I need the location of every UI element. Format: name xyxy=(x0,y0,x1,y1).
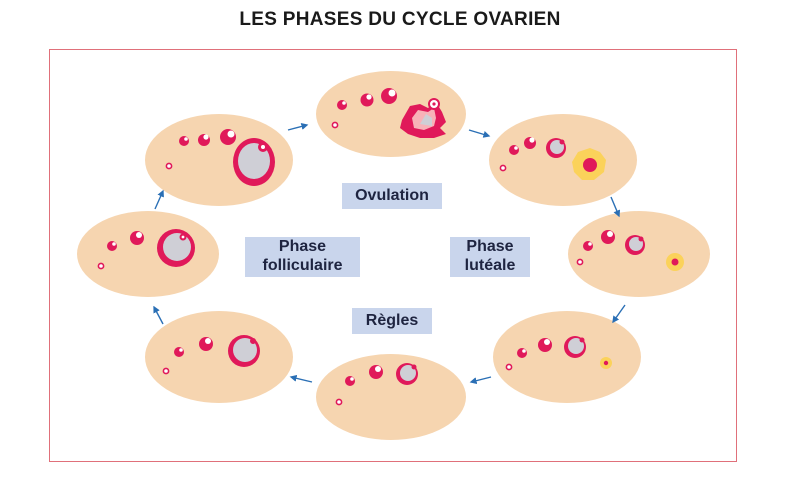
arrow-7 xyxy=(154,307,163,324)
label-phase-folliculaire xyxy=(245,237,360,277)
page-title: LES PHASES DU CYCLE OVARIEN xyxy=(239,9,561,30)
arrow-6 xyxy=(291,377,312,382)
arrow-1 xyxy=(288,125,307,130)
arrow-4 xyxy=(613,305,625,322)
label-phase-luteale xyxy=(450,237,530,277)
ovary-6 xyxy=(316,354,466,440)
ovary-2 xyxy=(316,71,466,157)
ovary-7 xyxy=(145,311,293,403)
ovary-5 xyxy=(493,311,641,403)
label-phase-folliculaire-line-2: folliculaire xyxy=(262,257,343,274)
label-regles: Règles xyxy=(352,308,432,334)
arrow-8 xyxy=(155,191,163,209)
ovary-8 xyxy=(77,211,219,297)
arrow-2 xyxy=(469,130,489,136)
label-phase-folliculaire-line-1: Phase xyxy=(278,238,327,255)
label-phase-luteale-line-2: lutéale xyxy=(464,257,516,274)
ovary-3 xyxy=(489,114,637,206)
label-phase-luteale-line-1: Phase xyxy=(466,238,514,255)
arrow-5 xyxy=(471,377,491,382)
arrow-3 xyxy=(611,197,619,216)
label-ovulation: Ovulation xyxy=(342,183,442,209)
